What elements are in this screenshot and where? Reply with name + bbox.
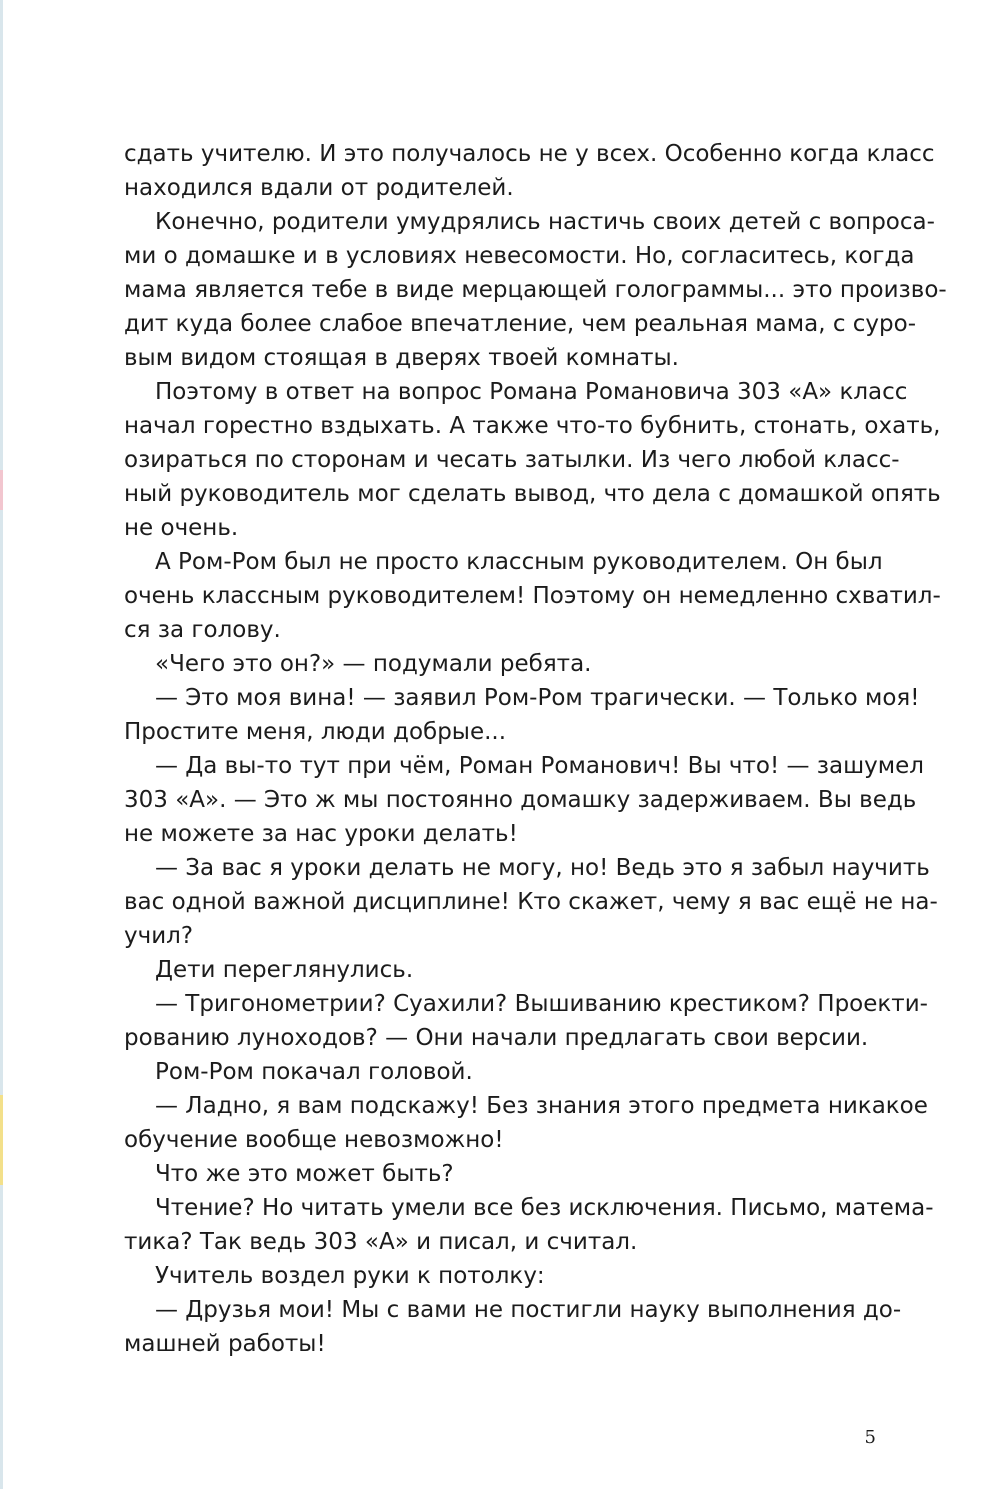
- text-line: дит куда более слабое впечатление, чем реальная мама, с суро-: [124, 311, 917, 337]
- text-line: мама является тебе в виде мерцающей голограммы... это произво-: [124, 277, 947, 303]
- text-line: вым видом стоящая в дверях твоей комнаты.: [124, 345, 679, 371]
- text-line: рованию луноходов? — Они начали предлагать свои версии.: [124, 1025, 869, 1051]
- text-line: сдать учителю. И это получалось не у всех. Особенно когда класс: [124, 141, 935, 167]
- text-line: учил?: [124, 923, 194, 949]
- text-line: Поэтому в ответ на вопрос Романа Романовича 303 «А» класс: [155, 379, 908, 405]
- text-line: находился вдали от родителей.: [124, 175, 514, 201]
- text-line: Что же это может быть?: [155, 1161, 454, 1187]
- text-line: начал горестно вздыхать. А также что-то бубнить, стонать, охать,: [124, 413, 941, 439]
- text-line: «Чего это он?» — подумали ребята.: [155, 651, 592, 677]
- text-line: не можете за нас уроки делать!: [124, 821, 518, 847]
- text-line: 303 «А». — Это ж мы постоянно домашку задерживаем. Вы ведь: [124, 787, 917, 813]
- text-line: — За вас я уроки делать не могу, но! Ведь это я забыл научить: [155, 855, 930, 881]
- text-line: тика? Так ведь 303 «А» и писал, и считал.: [124, 1229, 638, 1255]
- page-edge-strip: [0, 0, 3, 1489]
- text-line: — Друзья мои! Мы с вами не постигли науку выполнения до-: [155, 1297, 902, 1323]
- text-line: обучение вообще невозможно!: [124, 1127, 504, 1153]
- text-line: вас одной важной дисциплине! Кто скажет, чему я вас ещё не на-: [124, 889, 938, 915]
- page-edge-mark: [0, 470, 3, 510]
- text-line: — Тригонометрии? Суахили? Вышиванию крестиком? Проекти-: [155, 991, 928, 1017]
- text-line: Ром-Ром покачал головой.: [155, 1059, 473, 1085]
- text-line: Дети переглянулись.: [155, 957, 414, 983]
- text-line: ми о домашке и в условиях невесомости. Но, согласитесь, когда: [124, 243, 915, 269]
- text-line: Простите меня, люди добрые...: [124, 719, 507, 745]
- text-line: Конечно, родители умудрялись настичь своих детей с вопроса-: [155, 209, 935, 235]
- text-line: ный руководитель мог сделать вывод, что дела с домашкой опять: [124, 481, 941, 507]
- page-number: 5: [864, 1427, 876, 1448]
- text-line: Чтение? Но читать умели все без исключения. Письмо, матема-: [155, 1195, 934, 1221]
- text-line: Учитель воздел руки к потолку:: [155, 1263, 545, 1289]
- text-line: машней работы!: [124, 1331, 326, 1357]
- text-line: ся за голову.: [124, 617, 281, 643]
- text-line: не очень.: [124, 515, 239, 541]
- body-text: [124, 137, 947, 1361]
- text-line: А Ром-Ром был не просто классным руководителем. Он был: [155, 549, 883, 575]
- text-line: — Это моя вина! — заявил Ром-Ром трагически. — Только моя!: [155, 685, 920, 711]
- text-line: — Да вы-то тут при чём, Роман Романович! Вы что! — зашумел: [155, 753, 924, 779]
- page-edge-mark: [0, 1095, 3, 1185]
- text-line: очень классным руководителем! Поэтому он немедленно схватил-: [124, 583, 941, 609]
- text-line: озираться по сторонам и чесать затылки. Из чего любой класс-: [124, 447, 900, 473]
- text-line: — Ладно, я вам подскажу! Без знания этого предмета никакое: [155, 1093, 928, 1119]
